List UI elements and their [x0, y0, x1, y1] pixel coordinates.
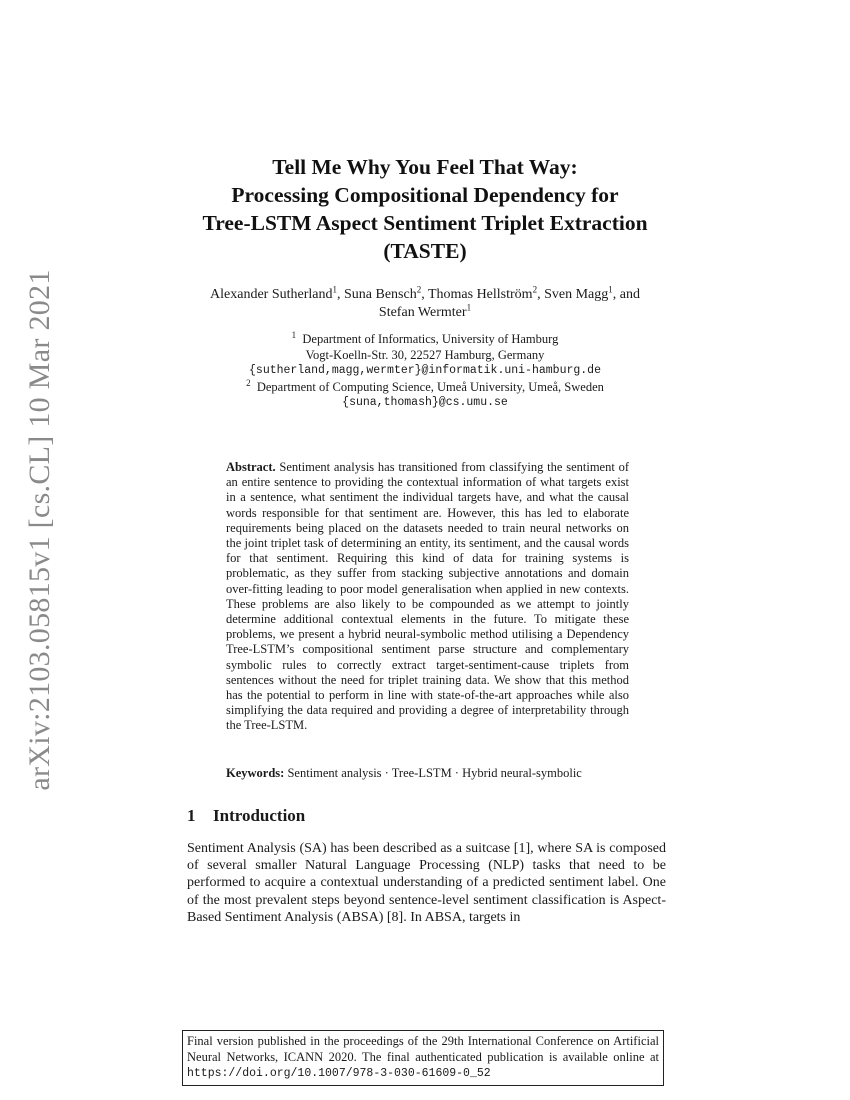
affil-email[interactable]: {sutherland,magg,wermter}@informatik.uni-hamburg.de [249, 364, 601, 377]
author-affil-mark: 1 [332, 284, 337, 295]
affil-email[interactable]: {suna,thomash}@cs.umu.se [342, 396, 508, 409]
abstract-text: Sentiment analysis has transitioned from classifying the sentiment of an entire sentence to providing the contextual information of what targets exist in a sentence, what sentiment the individual targets have, and what the causal words responsible for that sentiment are. However, this has led to elaborate requirements being placed on the datasets needed to train neural networks on the joint triplet task of determining an entity, its sentiment, and the causal words for that sentiment. Requiring this kind of data for training systems is problematic, as they suffer from stacking subjective annotations and domain over-fitting leading to poor model generalisation when applied in new contexts. These problems are also likely to be compounded as we attempt to jointly determine additional contextual elements in the future. To mitigate these problems, we present a hybrid neural-symbolic method utilising a Dependency Tree-LSTM’s compositional sentiment parse structure and complementary symbolic rules to correctly extract target-sentiment-cause triplets from sentences without the need for triplet training data. We show that this method has the potential to perform in line with state-of-the-art approaches while also simplifying the data required and providing a degree of interpretability through the Tree-LSTM. [226, 460, 629, 733]
section-heading [187, 805, 305, 827]
author-affil-mark: 1 [466, 302, 472, 313]
arxiv-side-text: arXiv:2103.05815v1 [cs.CL] 10 Mar 2021 [23, 269, 56, 791]
introduction-body: Sentiment Analysis (SA) has been described as a suitcase [1], where SA is composed of several smaller Natural Language Processing (NLP) tasks that need to be performed to acquire a contextual understanding of a predicted sentiment label. One of the most prevalent steps beyond sentence-level sentiment classification is Aspect-Based Sentiment Analysis (ABSA) [8]. In ABSA, targets in [187, 841, 666, 925]
author-name: Alexander Sutherland [210, 287, 333, 302]
publication-note-text: Final version published in the proceedings of the 29th International Conference on Artificial Neural Networks, ICANN 2020. The final authenticated publication is available online at [187, 1034, 659, 1064]
author-affil-mark: 1 [608, 284, 613, 295]
author-name: Suna Bensch [344, 287, 417, 302]
affil-address: Vogt-Koelln-Str. 30, 22527 Hamburg, Germany [305, 348, 545, 362]
author-affil-mark: 2 [416, 284, 422, 295]
author-name: Thomas Hellström [427, 287, 533, 302]
author-list: Alexander Sutherland$^1$, Suna Bensch$^2$, Thomas Hellström$^2$, Sven Magg$^1$, and Stefan Wermter$^1$ [210, 284, 640, 320]
author-name: Sven Magg [544, 287, 609, 302]
section-number: 1 [187, 806, 196, 825]
abstract-label: Abstract. [226, 460, 276, 474]
author-conjunction: and [619, 287, 640, 302]
paper-title [150, 153, 700, 265]
doi-link[interactable]: https://doi.org/10.1007/978-3-030-61609-0_52 [187, 1067, 491, 1080]
affil-mark: 2 [246, 377, 251, 388]
publication-note-box [182, 1030, 664, 1086]
author-name: Stefan Wermter [378, 305, 467, 320]
arxiv-side-identifier [20, 269, 60, 791]
affil-mark: 1 [291, 329, 297, 340]
keywords-label: Keywords: [226, 766, 285, 780]
title-line: Tree-LSTM Aspect Sentiment Triplet Extraction [202, 211, 648, 235]
section-title: Introduction [213, 806, 306, 825]
title-line: (TASTE) [383, 239, 467, 263]
affil-dept: Department of Informatics, University of Hamburg [302, 332, 559, 346]
affiliations [150, 331, 700, 411]
title-line: Tell Me Why You Feel That Way: [272, 155, 578, 179]
title-line: Processing Compositional Dependency for [231, 183, 619, 207]
affil-dept: Department of Computing Science, Umeå University, Umeå, Sweden [256, 380, 604, 394]
keywords-text: Sentiment analysis · Tree-LSTM · Hybrid neural-symbolic [287, 766, 582, 780]
abstract [226, 460, 629, 734]
author-affil-mark: 2 [532, 284, 538, 295]
keywords [226, 765, 646, 781]
